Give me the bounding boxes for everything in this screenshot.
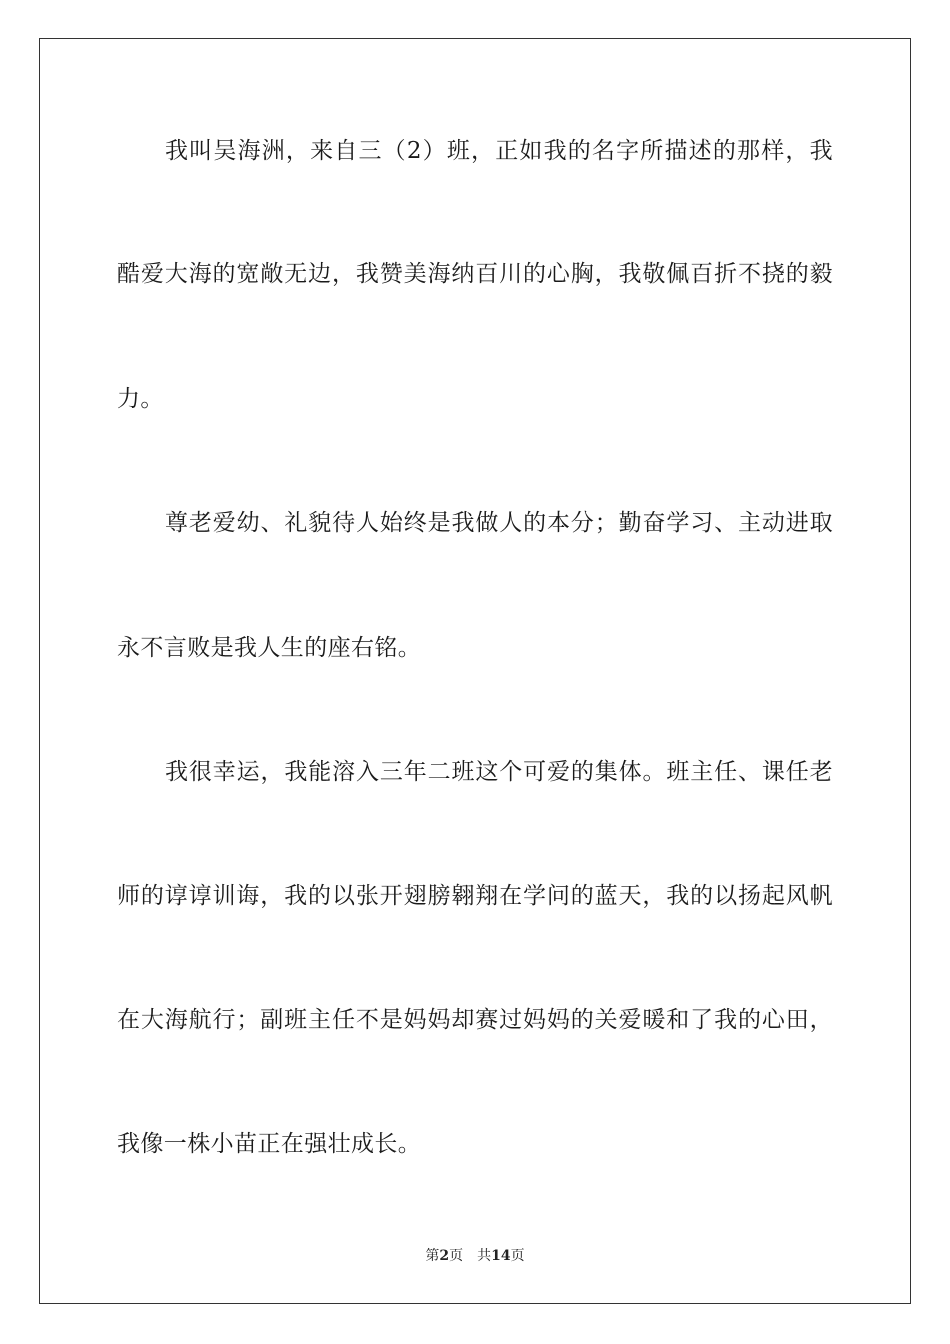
paragraph-3-line-4: 我像一株小苗正在强壮成长。 — [117, 1131, 422, 1157]
total-prefix: 共 — [477, 1248, 492, 1264]
total-pages: 14 — [491, 1248, 511, 1264]
paragraph-3-line-3: 在大海航行；副班主任不是妈妈却赛过妈妈的关爱暖和了我的心田， — [117, 1007, 833, 1033]
page-border — [39, 38, 911, 1304]
page-prefix: 第 — [425, 1248, 440, 1264]
paragraph-1-line-3: 力。 — [117, 386, 164, 412]
paragraph-3-line-2: 师的谆谆训诲，我的以张开翅膀翱翔在学问的蓝天，我的以扬起风帆 — [117, 883, 833, 909]
page-footer — [0, 1247, 950, 1265]
paragraph-3-line-1: 我很幸运，我能溶入三年二班这个可爱的集体。班主任、课任老 — [165, 759, 833, 785]
paragraph-2-line-1: 尊老爱幼、礼貌待人始终是我做人的本分；勤奋学习、主动进取 — [165, 510, 833, 536]
paragraph-1-line-1: 我叫吴海洲，来自三（2）班，正如我的名字所描述的那样，我 — [165, 138, 833, 164]
paragraph-2-line-2: 永不言败是我人生的座右铭。 — [117, 635, 422, 661]
page-number: 2 — [439, 1248, 450, 1264]
total-suffix: 页 — [510, 1248, 525, 1264]
page-suffix: 页 — [449, 1248, 464, 1264]
paragraph-1-line-2: 酷爱大海的宽敞无边，我赞美海纳百川的心胸，我敬佩百折不挠的毅 — [117, 261, 833, 287]
